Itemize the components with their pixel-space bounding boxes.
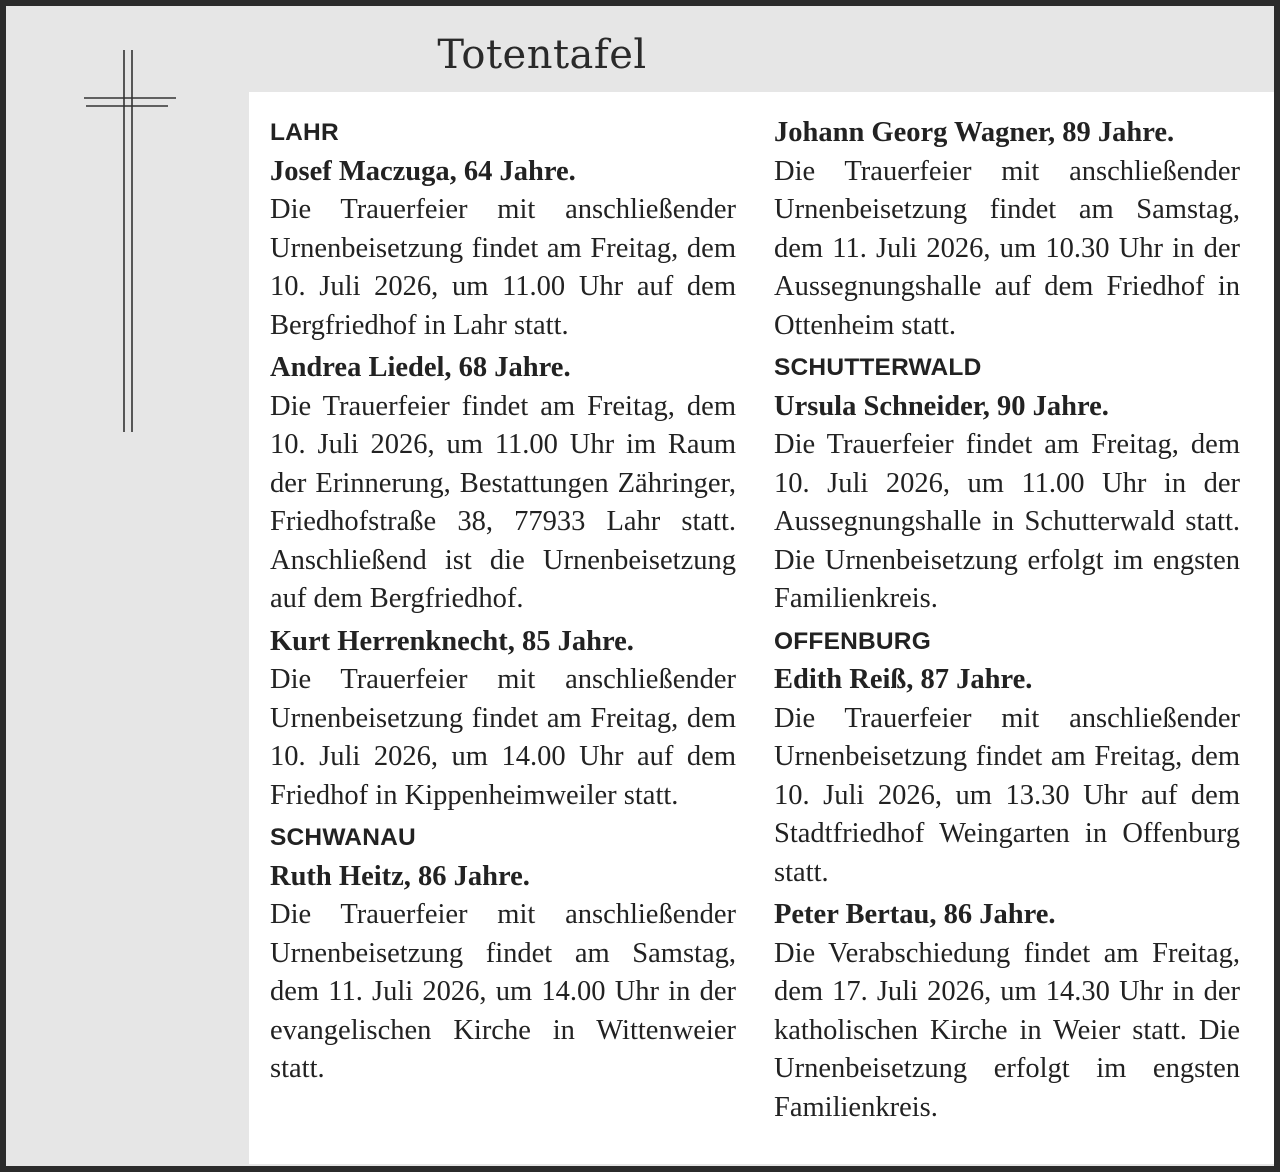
place-heading: SCHWANAU bbox=[270, 824, 416, 851]
column-left bbox=[270, 114, 736, 1093]
ceremony-text: Die Trauerfeier mit anschließender Urnenbeisetzung findet am Samstag, dem 11. Juli 2026, um 10.30 Uhr in der Aussegnungshalle auf dem Friedhof in Ottenheim statt. bbox=[774, 155, 1240, 341]
ceremony-text: Die Trauerfeier mit anschließender Urnenbeisetzung findet am Freitag, dem 10. Juli 2026, um 13.30 Uhr auf dem Stadtfriedhof Weingarten in Offenburg statt. bbox=[774, 702, 1240, 888]
obituary-entry bbox=[774, 896, 1240, 1127]
obituary-entry bbox=[774, 623, 1240, 893]
place-heading: SCHUTTERWALD bbox=[774, 354, 982, 381]
place-heading: LAHR bbox=[270, 119, 339, 146]
ceremony-text: Die Trauerfeier mit anschließender Urnenbeisetzung findet am Freitag, dem 10. Juli 2026, um 11.00 Uhr auf dem Bergfriedhof in Lahr statt. bbox=[270, 194, 736, 341]
obituary-entry bbox=[270, 349, 736, 619]
ceremony-text: Die Trauerfeier mit anschließender Urnenbeisetzung findet am Samstag, dem 11. Juli 2026, um 14.00 Uhr in der evangelischen Kirche in Wittenweier statt. bbox=[270, 899, 736, 1084]
obituary-entry bbox=[774, 349, 1240, 619]
obituary-entry bbox=[270, 819, 736, 1089]
deceased-name: Josef Maczuga, 64 Jahre. bbox=[270, 155, 576, 187]
deceased-name: Andrea Liedel, 68 Jahre. bbox=[270, 352, 571, 383]
obituary-entry bbox=[270, 623, 736, 816]
obituary-entry bbox=[270, 114, 736, 345]
column-right bbox=[774, 114, 1240, 1131]
deceased-name: Johann Georg Wagner, 89 Jahre. bbox=[774, 117, 1175, 148]
obituary-panel bbox=[249, 92, 1274, 1164]
deceased-name: Kurt Herrenknecht, 85 Jahre. bbox=[270, 625, 634, 657]
deceased-name: Peter Bertau, 86 Jahre. bbox=[774, 899, 1056, 930]
place-heading: OFFENBURG bbox=[774, 627, 931, 655]
ceremony-text: Die Verabschiedung findet am Freitag, dem 17. Juli 2026, um 14.30 Uhr in der katholischen Kirche in Weier statt. Die Urnenbeisetzung erfolgt im engsten Familienkreis. bbox=[774, 937, 1240, 1123]
deceased-name: Edith Reiß, 87 Jahre. bbox=[774, 664, 1033, 695]
page-title: Totentafel bbox=[437, 32, 647, 78]
ceremony-text: Die Trauerfeier mit anschließender Urnenbeisetzung findet am Freitag, dem 10. Juli 2026, um 14.00 Uhr auf dem Friedhof in Kippenheimweiler statt. bbox=[270, 664, 736, 811]
cross-icon bbox=[84, 50, 176, 432]
deceased-name: Ruth Heitz, 86 Jahre. bbox=[270, 860, 530, 892]
obituary-entry bbox=[774, 114, 1240, 345]
ceremony-text: Die Trauerfeier findet am Freitag, dem 10. Juli 2026, um 11.00 Uhr im Raum der Erinnerung, Bestattungen Zähringer, Friedhofstraße 38, 77933 Lahr statt. Anschließend ist die Urnenbeisetzung auf dem Bergfriedhof. bbox=[270, 390, 736, 614]
deceased-name: Ursula Schneider, 90 Jahre. bbox=[774, 390, 1109, 422]
ceremony-text: Die Trauerfeier findet am Freitag, dem 10. Juli 2026, um 11.00 Uhr in der Aussegnungshalle in Schutterwald statt. Die Urnenbeisetzung erfolgt im engsten Familienkreis. bbox=[774, 429, 1240, 614]
